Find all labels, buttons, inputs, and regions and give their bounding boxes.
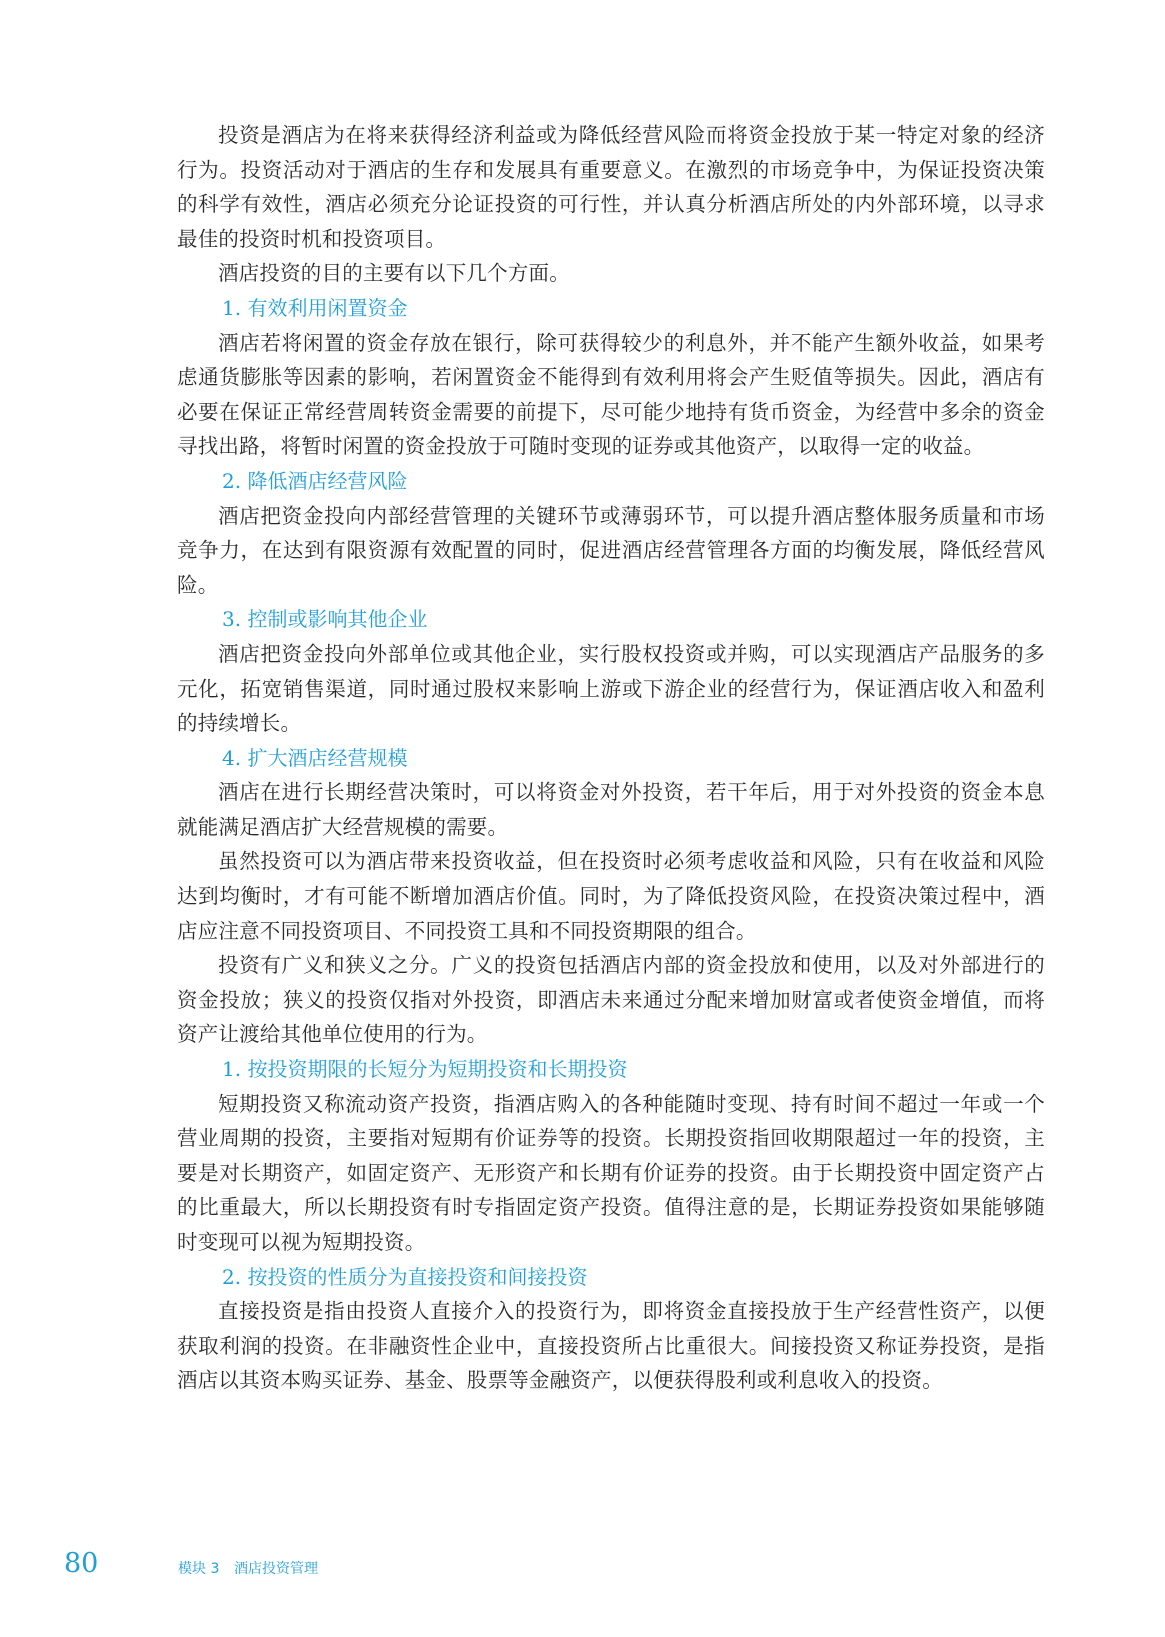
paragraph-control-enterprises: 酒店把资金投向外部单位或其他企业，实行股权投资或并购，可以实现酒店产品服务的多元化，拓宽销售渠道，同时通过股权来影响上游或下游企业的经营行为，保证酒店收入和盈利的持续增长。 <box>177 641 1045 736</box>
heading-expand-scale: 4. 扩大酒店经营规模 <box>222 745 408 770</box>
footer-module-label: 模块 3 <box>178 1561 220 1577</box>
heading-control-enterprises: 3. 控制或影响其他企业 <box>222 607 428 632</box>
page-content <box>177 118 1045 1398</box>
paragraph-broad-narrow: 投资有广义和狭义之分。广义的投资包括酒店内部的资金投放和使用，以及对外部进行的资金投放；狭义的投资仅指对外投资，即酒店未来通过分配来增加财富或者使资金增值，而将资产让渡给其他单位使用的行为。 <box>177 953 1045 1047</box>
heading-term-classification: 1. 按投资期限的长短分为短期投资和长期投资 <box>222 1057 628 1082</box>
footer-chapter-title: 酒店投资管理 <box>234 1561 318 1577</box>
paragraph-risk-balance: 虽然投资可以为酒店带来投资收益，但在投资时必须考虑收益和风险，只有在收益和风险达到均衡时，才有可能不断增加酒店价值。同时，为了降低投资风险，在投资决策过程中，酒店应注意不同投资项目、不同投资工具和不同投资期限的组合。 <box>177 849 1045 943</box>
heading-reduce-risk: 2. 降低酒店经营风险 <box>222 468 408 493</box>
paragraph-intro: 投资是酒店为在将来获得经济利益或为降低经营风险而将资金投放于某一特定对象的经济行为。投资活动对于酒店的生存和发展具有重要意义。在激烈的市场竞争中，为保证投资决策的科学有效性，酒店必须充分论证投资的可行性，并认真分析酒店所处的内外部环境，以寻求最佳的投资时机和投资项目。 <box>177 123 1045 251</box>
paragraph-reduce-risk: 酒店把资金投向内部经营管理的关键环节或薄弱环节，可以提升酒店整体服务质量和市场竞争力，在达到有限资源有效配置的同时，促进酒店经营管理各方面的均衡发展，降低经营风险。 <box>177 503 1045 597</box>
paragraph-term-classification: 短期投资又称流动资产投资，指酒店购入的各种能随时变现、持有时间不超过一年或一个营业周期的投资，主要指对短期有价证券等的投资。长期投资指回收期限超过一年的投资，主要是对长期资产，如固定资产、无形资产和长期有价证券的投资。由于长期投资中固定资产占的比重最大，所以长期投资有时专指固定资产投资。值得注意的是，长期证券投资如果能够随时变现可以视为短期投资。 <box>177 1091 1045 1254</box>
page-number: 80 <box>64 1548 99 1579</box>
page-footer <box>64 1548 764 1598</box>
paragraph-nature-classification: 直接投资是指由投资人直接介入的投资行为，即将资金直接投放于生产经营性资产，以便获取利润的投资。在非融资性企业中，直接投资所占比重很大。间接投资又称证券投资，是指酒店以其资本购买证券、基金、股票等金融资产，以便获得股利或利息收入的投资。 <box>177 1299 1045 1393</box>
paragraph-purposes-intro: 酒店投资的目的主要有以下几个方面。 <box>218 261 570 286</box>
heading-idle-funds: 1. 有效利用闲置资金 <box>222 295 408 320</box>
heading-nature-classification: 2. 按投资的性质分为直接投资和间接投资 <box>222 1264 588 1289</box>
paragraph-idle-funds: 酒店若将闲置的资金存放在银行，除可获得较少的利息外，并不能产生额外收益，如果考虑通货膨胀等因素的影响，若闲置资金不能得到有效利用将会产生贬值等损失。因此，酒店有必要在保证正常经营周转资金需要的前提下，尽可能少地持有货币资金，为经营中多余的资金寻找出路，将暂时闲置的资金投放于可随时变现的证券或其他资产，以取得一定的收益。 <box>177 330 1045 459</box>
paragraph-expand-scale: 酒店在进行长期经营决策时，可以将资金对外投资，若干年后，用于对外投资的资金本息就能满足酒店扩大经营规模的需要。 <box>177 780 1045 839</box>
